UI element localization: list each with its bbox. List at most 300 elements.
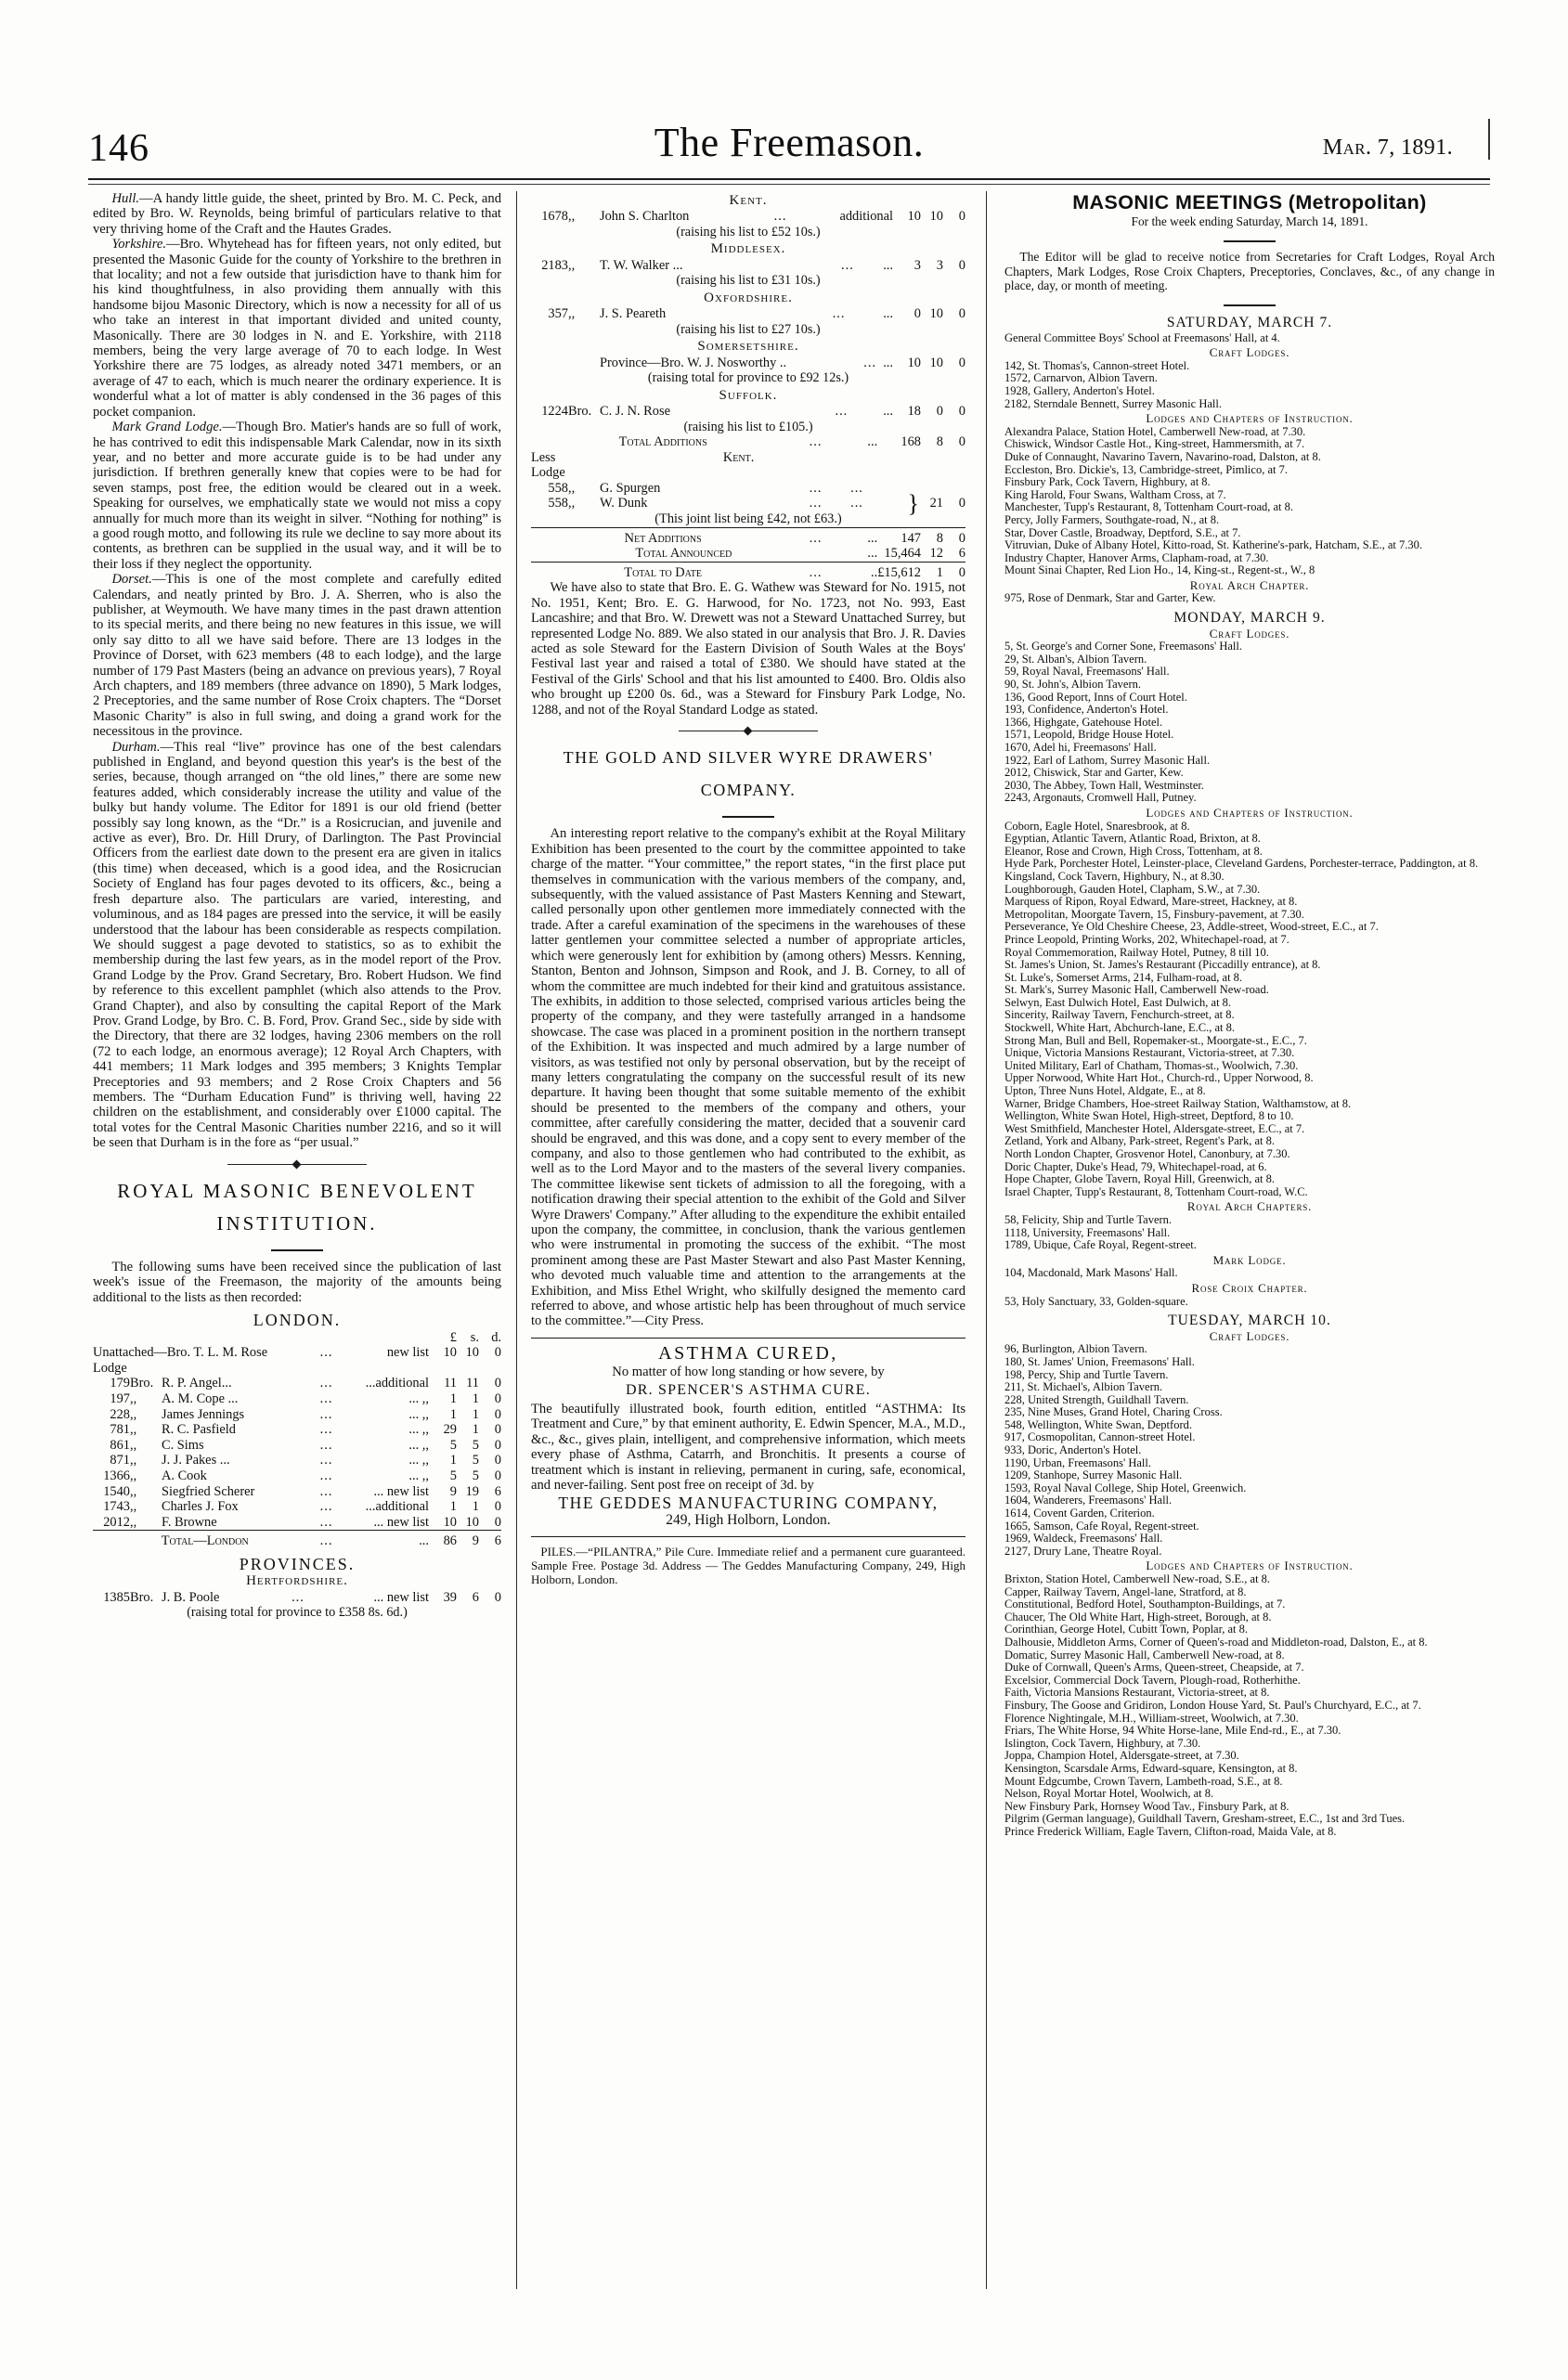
lodge-number: 2183 bbox=[541, 257, 568, 273]
list-item: Alexandra Palace, Station Hotel, Camberwell New-road, at 7.30. bbox=[1004, 424, 1306, 438]
province-heading: Suffolk. bbox=[719, 387, 778, 403]
lodge-label: Lodge bbox=[531, 465, 565, 481]
list-item: Domatic, Surrey Masonic Hall, Camberwell New-road, at 8. bbox=[1004, 1648, 1285, 1662]
hertfordshire-heading: Hertfordshire. bbox=[246, 1573, 348, 1589]
lodge-number: 1366 bbox=[103, 1468, 130, 1483]
less-province: Kent. bbox=[722, 449, 755, 465]
list-item: Percy, Jolly Farmers, Southgate-road, N., at 8. bbox=[1004, 512, 1220, 526]
total-shillings: 9 bbox=[472, 1533, 479, 1549]
review-paragraph: Dorset.—This is one of the most complete and carefully edited Calendars, and neatly printed by Bro. J. A. Sherren, who is also the publisher, at Weymouth. We have many times in the past drawn attention to its special merits, and there being no new features in this issue, we will only say ditto to all we have said before. There are 13 lodges in the Province of Dorset, with 623 members (48 to each lodge), and the large number of 179 Past Masters (being an advance on previous years), 7 Royal Arch chapters, and 189 members (three advance on 1890), 5 Mark lodges, 2 Preceptories, and the same number of Rose Croix chapters. The “Dorset Masonic Charity” is also in full swing, and doing a grand work for the necessitous in the province. bbox=[93, 572, 501, 740]
amount-shillings: 0 bbox=[958, 496, 965, 511]
list-kind: ...additional bbox=[365, 1376, 429, 1391]
bro-marker: ,, bbox=[130, 1437, 137, 1453]
list-item: Prince Leopold, Printing Works, 202, Whitechapel-road, at 7. bbox=[1004, 932, 1289, 946]
total-announced-row bbox=[531, 546, 965, 562]
total-to-date-row bbox=[531, 565, 965, 581]
lodge-number: 1385 bbox=[103, 1589, 130, 1605]
list-item: Eccleston, Bro. Dickie's, 13, Cambridge-street, Pimlico, at 7. bbox=[1004, 462, 1288, 476]
list-item: Dalhousie, Middleton Arms, Corner of Queen's-road and Middleton-road, Dalston, E., at 8. bbox=[1004, 1635, 1428, 1649]
list-item: Prince Frederick William, Eagle Tavern, Clifton-road, Maida Vale, at 8. bbox=[1004, 1824, 1337, 1838]
list-item: St. Luke's, Somerset Arms, 214, Fulham-road, at 8. bbox=[1004, 970, 1243, 984]
dot-leader: ... bbox=[863, 355, 877, 370]
page-edge-mark bbox=[1488, 119, 1490, 160]
subscriber-name: A. M. Cope ... bbox=[162, 1391, 239, 1406]
london-heading: LONDON. bbox=[253, 1311, 342, 1330]
list-item: 142, St. Thomas's, Cannon-street Hotel. bbox=[1004, 358, 1190, 372]
list-item: New Finsbury Park, Hornsey Wood Tav., Finsbury Park, at 8. bbox=[1004, 1799, 1289, 1813]
amount-pence: 6 bbox=[494, 1483, 501, 1499]
meeting-category-heading: Craft Lodges. bbox=[1209, 626, 1290, 640]
meeting-category-heading: Lodges and Chapters of Instruction. bbox=[1146, 411, 1354, 426]
table-row bbox=[93, 1438, 501, 1454]
list-item: North London Chapter, Grosvenor Hotel, Canonbury, at 7.30. bbox=[1004, 1147, 1290, 1160]
editor-notice: The Editor will be glad to receive notice from Secretaries for Craft Lodges, Royal Arch Chapters, Mark Lodges, Rose Croix Chapters, Preceptories, Conclaves, &c., of any change in place, day, or month of meeting. bbox=[1004, 250, 1495, 292]
asthma-ad-product: DR. SPENCER'S ASTHMA CURE. bbox=[626, 1381, 871, 1398]
lodge-number: 197 bbox=[110, 1391, 130, 1406]
list-item: 1789, Ubique, Cafe Royal, Regent-street. bbox=[1004, 1238, 1197, 1252]
meeting-day-heading: MONDAY, MARCH 9. bbox=[1173, 610, 1326, 627]
list-item: Vitruvian, Duke of Albany Hotel, Kitto-road, St. Katherine's-park, Hatcham, S.E., at 7.30. bbox=[1004, 538, 1423, 552]
province-table bbox=[531, 306, 965, 322]
piles-ad: PILES.—“PILANTRA,” Pile Cure. Immediate relief and a permanent cure guaranteed. Sample Free. Postage 3d. Address — The Geddes Manufacturing Company, 249, High Holborn, London. bbox=[531, 1545, 965, 1587]
amount-pounds: 10 bbox=[443, 1514, 457, 1530]
total-to-date-label: Total to Date bbox=[624, 564, 703, 580]
day-preface: General Committee Boys' School at Freemasons' Hall, at 4. bbox=[1004, 330, 1280, 344]
list-item: Upton, Three Nuns Hotel, Aldgate, E., at 8. bbox=[1004, 1084, 1206, 1098]
list-item: Islington, Cock Tavern, Highbury, at 7.30. bbox=[1004, 1736, 1201, 1750]
subscriber-name: R. C. Pasfield bbox=[162, 1422, 236, 1438]
province-table bbox=[531, 258, 965, 274]
list-item: Kingsland, Cock Tavern, Highbury, N., at 8.30. bbox=[1004, 869, 1225, 883]
hertfordshire-table bbox=[93, 1590, 501, 1606]
review-paragraph: Yorkshire.—Bro. Whytehead has for fifteen years, not only edited, but presented the Masonic Guide for the county of Yorkshire to the brethren in that locality; and not a few outside that jurisdiction have to thank him for his kind thoughtfulness, in also providing them annually with this handsome bijou Masonic Directory, which is now a necessity for all of us who take an interest in that important divided and united county, Masonically. There are 30 lodges in N. and E. Yorkshire, with 2118 members, being the very large average of 70 to each lodge. In West Yorkshire there are 75 lodges, as already noted 3471 members, or an average of 47 to each, which is much nearer the ordinary experience. It is wonderful what a lot of matter is ably condensed in the 36 pages of this pocket companion. bbox=[93, 237, 501, 420]
less-note: (This joint list being £42, not £63.) bbox=[654, 511, 842, 526]
dot-leader: ... bbox=[773, 209, 787, 225]
list-item: Duke of Cornwall, Queen's Arms, Queen-street, Cheapside, at 7. bbox=[1004, 1661, 1304, 1675]
province-note: (raising his list to £52 10s.) bbox=[676, 225, 821, 239]
list-item: Hyde Park, Porchester Hotel, Leinster-place, Cleveland Gardens, Porchester-terrace, Paddington, at 8. bbox=[1004, 857, 1479, 871]
meeting-category-heading: Royal Arch Chapters. bbox=[1186, 1199, 1313, 1214]
wyre-heading-line1: THE GOLD AND SILVER WYRE DRAWERS' bbox=[563, 748, 934, 768]
list-kind: ... ,, bbox=[408, 1406, 429, 1422]
bro-marker bbox=[568, 356, 600, 371]
meeting-category-heading: Lodges and Chapters of Instruction. bbox=[1146, 1559, 1354, 1573]
province-table bbox=[531, 404, 965, 420]
list-item: 58, Felicity, Ship and Turtle Tavern. bbox=[1004, 1212, 1173, 1226]
list-item: Star, Dover Castle, Broadway, Deptford, S.E., at 7. bbox=[1004, 525, 1241, 539]
dot-leader-2: ... bbox=[867, 530, 878, 546]
list-item: Selwyn, East Dulwich Hotel, East Dulwich, at 8. bbox=[1004, 995, 1232, 1009]
list-item: 29, St. Alban's, Albion Tavern. bbox=[1004, 652, 1147, 666]
list-item: Egyptian, Atlantic Tavern, Atlantic Road, Brixton, at 8. bbox=[1004, 832, 1261, 846]
amount-pounds: 5 bbox=[449, 1468, 457, 1483]
list-item: Pilgrim (German language), Guildhall Tavern, Gresham-street, E.C., 1st and 3rd Tues. bbox=[1004, 1812, 1406, 1826]
column-one bbox=[93, 191, 501, 2326]
dot-leader-2: ... bbox=[850, 480, 863, 496]
amount-shillings: 5 bbox=[472, 1437, 479, 1453]
list-item: Duke of Connaught, Navarino Tavern, Navarino-road, Dalston, at 8. bbox=[1004, 449, 1321, 463]
lodge-label-row bbox=[93, 1361, 501, 1377]
dot-leader: ... bbox=[319, 1483, 333, 1499]
amount-pence: 0 bbox=[958, 209, 965, 225]
bro-marker: ,, bbox=[130, 1483, 137, 1499]
bro-marker: ,, bbox=[130, 1468, 137, 1483]
meeting-category-heading: Mark Lodge. bbox=[1212, 1252, 1287, 1267]
table-row bbox=[93, 1376, 501, 1391]
subscriber-name: G. Spurgen bbox=[600, 480, 661, 496]
amount-shillings: 0 bbox=[936, 404, 943, 420]
lodge-number: 861 bbox=[110, 1437, 130, 1453]
review-place: Yorkshire. bbox=[111, 237, 166, 252]
list-kind: ...additional bbox=[365, 1499, 429, 1515]
meeting-category-heading: Royal Arch Chapter. bbox=[1189, 577, 1310, 592]
dot-leader: ... bbox=[841, 257, 854, 273]
subscriber-name: A. Cook bbox=[162, 1468, 207, 1483]
review-paragraph: Durham.—This real “live” province has one of the best calendars published in England, and beyond question this year's is the best of the series, because, though arranged on “the old lines,” there are some new features added, which considerably increase the utility and value of the bulky but handy volume. The Editor for 1891 is our old friend (better possibly say long known, as the “Dr.” is a Rosicrucian, and juvenile and active as ever), Bro. Dr. Hill Drury, of Darlington. The Past Provincial Officers from the earliest date down to the present era are given in italics (this time) when deceased, which is a good idea, and the Rosicrucian Society of England has four pages devoted to its officers, &c., being a fresh departure also. The particulars are varied, interesting, and voluminous, and as 184 pages are pressed into the service, it will be easily understood that the labour has been considerable as respects compilation. We should suggest a page devoted to statistics, so as to exhibit the membership during the last few years, as in the model report of the Prov. Grand Lodge by the Prov. Grand Secretary, Bro. Robert Hudson. We find by reference to this excellent pamphlet (which also attends to the Prov. Grand Chapter), and also by consulting the capital Report of the Mark Prov. Grand Lodge, by Bro. C. B. Ford, Prov. Grand Sec., side by side with the Directory, that there are 32 lodges, having 2306 members on the roll (72 to each lodge, an enormous average); 12 Royal Arch Chapters, with 441 members; 11 Mark lodges and 395 members; 3 Knights Templar Preceptories and 93 members; and 2 Rose Croix Chapters and 56 members. The “Durham Education Fund” is thriving well, having 22 children on the establishment, and considerably over £1000 capital. The total votes for the Central Masonic Charities number 2216, and so it will be seen that Durham is in the fore as “per usual.” bbox=[93, 739, 501, 1151]
meeting-category-heading: Lodges and Chapters of Instruction. bbox=[1146, 805, 1354, 820]
pounds-header: £ bbox=[449, 1329, 457, 1345]
list-item: 1209, Stanhope, Surrey Masonic Hall. bbox=[1004, 1468, 1183, 1482]
rmbi-rule bbox=[93, 1240, 501, 1255]
total-additions-label: Total Additions bbox=[618, 434, 707, 450]
list-item: 917, Cosmopolitan, Cannon-street Hotel. bbox=[1004, 1430, 1196, 1444]
list-item: 211, St. Michael's, Albion Tavern. bbox=[1004, 1380, 1163, 1394]
lodge-number: 179 bbox=[110, 1376, 130, 1391]
table-row bbox=[531, 258, 965, 274]
subscriber-name: J. B. Poole bbox=[162, 1589, 220, 1605]
list-item: 104, Macdonald, Mark Masons' Hall. bbox=[1004, 1266, 1178, 1280]
list-kind: ... ,, bbox=[408, 1468, 429, 1483]
net-pounds: 147 bbox=[901, 530, 921, 546]
amount-shillings: 10 bbox=[465, 1345, 479, 1361]
dot-leader: ... bbox=[809, 564, 823, 580]
masthead-rule bbox=[88, 178, 1490, 180]
list-item: St. Mark's, Surrey Masonic Hall, Camberwell New-road. bbox=[1004, 983, 1269, 997]
festival-corrections: We have also to state that Bro. E. G. Wathew was Steward for No. 1915, not No. 1951, Kent; Bro. E. G. Harwood, for No. 1723, not No. 993, East Lancashire; and that Bro. W. Drewett was not a Steward Unattached Surrey, but represented Lodge No. 889. We also stated in our analysis that Bro. J. R. Davies acted as sole Steward for the Eastern Division of South Wales at the Boys' Festival last year and raised a total of £380. We should have stated at the Festival of the Girls' School and that his list amounted to £400. Bro. Oldis also who brought up £200 0s. 6d., was a Steward for Finsbury Park Lodge, No. 1288, and not of the Royal Standard Lodge as stated. bbox=[531, 580, 965, 718]
list-item: Strong Man, Bull and Bell, Ropemaker-st., Moorgate-st., E.C., 7. bbox=[1004, 1033, 1307, 1047]
list-item: 180, St. James' Union, Freemasons' Hall. bbox=[1004, 1354, 1195, 1368]
amount-shillings: 1 bbox=[472, 1499, 479, 1515]
list-item: Unique, Victoria Mansions Restaurant, Victoria-street, at 7.30. bbox=[1004, 1046, 1295, 1060]
lodge-number bbox=[531, 356, 568, 371]
meeting-list bbox=[1004, 1573, 1495, 1838]
meeting-list bbox=[1004, 1214, 1495, 1252]
subscriber-name: W. Dunk bbox=[600, 496, 648, 511]
lodge-number: 781 bbox=[110, 1422, 130, 1438]
lodge-number: 1743 bbox=[103, 1499, 130, 1515]
amount-pounds: 39 bbox=[443, 1589, 457, 1605]
page-number: 146 bbox=[88, 127, 149, 170]
list-item: United Military, Earl of Chatham, Thomas-st., Woolwich, 7.30. bbox=[1004, 1058, 1299, 1072]
lodge-number: 558 bbox=[548, 480, 568, 496]
list-kind: ... ,, bbox=[408, 1391, 429, 1406]
amount-pounds: 10 bbox=[907, 209, 921, 225]
list-item: 90, St. John's, Albion Tavern. bbox=[1004, 678, 1141, 692]
province-heading: Oxfordshire. bbox=[704, 290, 793, 305]
piles-ad-divider bbox=[531, 1536, 965, 1537]
review-paragraph: Mark Grand Lodge.—Though Bro. Matier's hands are so full of work, he has contrived to edit this indispensable Mark Calendar, now in its sixth year, and no better and more accurate guide is to be had under any jurisdiction. If brethren generally knew that copies were to be had for seven stamps, post free, the edition would be cleared out in a week. Speaking for ourselves, we emphatically state we would not miss a copy annually for much more than its weight in silver. “Nothing for nothing” is a good rough motto, and following its rule we decline to say more about its contents, as brethren can be supplied in the usual way, and it will be to their loss if they neglect the opportunity. bbox=[93, 420, 501, 572]
meeting-category-heading: Craft Lodges. bbox=[1209, 345, 1290, 360]
less-note-row bbox=[531, 511, 965, 527]
list-item: 2030, The Abbey, Town Hall, Westminster. bbox=[1004, 778, 1205, 792]
meeting-day-heading: SATURDAY, MARCH 7. bbox=[1166, 315, 1333, 330]
review-place: Dorset. bbox=[111, 572, 152, 588]
dot-leader: ... bbox=[832, 306, 846, 322]
amount-pence: 0 bbox=[494, 1514, 501, 1530]
table-row bbox=[531, 209, 965, 225]
totals-table bbox=[531, 434, 965, 580]
list-item: 1572, Carnarvon, Albion Tavern. bbox=[1004, 371, 1158, 385]
list-item: Brixton, Station Hotel, Camberwell New-road, S.E., at 8. bbox=[1004, 1572, 1271, 1585]
list-item: 975, Rose of Denmark, Star and Garter, Kew. bbox=[1004, 591, 1216, 605]
meeting-list bbox=[1004, 1267, 1495, 1280]
bro-marker: ,, bbox=[130, 1406, 137, 1422]
meeting-list bbox=[1004, 426, 1495, 577]
total-row bbox=[93, 1533, 501, 1549]
dot-leader: ... bbox=[319, 1514, 333, 1530]
dot-leader-2: .. bbox=[871, 564, 878, 580]
subscriber-name: F. Browne bbox=[162, 1514, 217, 1530]
amount-pence: 0 bbox=[494, 1422, 501, 1438]
london-subscriptions-table bbox=[93, 1330, 501, 1549]
grand-total-pounds: £15,612 bbox=[877, 564, 921, 580]
table-row bbox=[93, 1484, 501, 1500]
table-row bbox=[93, 1468, 501, 1484]
table-row bbox=[531, 404, 965, 420]
amount-pence: 0 bbox=[958, 404, 965, 420]
dot-leader: ... bbox=[319, 1468, 333, 1483]
province-heading: Kent. bbox=[729, 193, 768, 208]
total-pounds: 168 bbox=[901, 434, 921, 450]
dot-leader: ... bbox=[867, 546, 878, 562]
list-item: Eleanor, Rose and Crown, High Cross, Tottenham, at 8. bbox=[1004, 844, 1263, 858]
dot-leader: ... bbox=[319, 1453, 333, 1468]
list-item: Kensington, Scarsdale Arms, Edward-square, Kensington, at 8. bbox=[1004, 1761, 1298, 1775]
amount-pounds: 21 bbox=[929, 496, 943, 511]
table-row bbox=[93, 1515, 501, 1531]
bro-marker: ,, bbox=[568, 209, 576, 225]
list-item: 198, Percy, Ship and Turtle Tavern. bbox=[1004, 1367, 1169, 1381]
amount-shillings: 10 bbox=[929, 355, 943, 370]
list-item: 1928, Gallery, Anderton's Hotel. bbox=[1004, 383, 1155, 397]
amount-shillings: 1 bbox=[472, 1391, 479, 1406]
meeting-list bbox=[1004, 1343, 1495, 1558]
list-item: Chaucer, The Old White Hart, High-street, Borough, at 8. bbox=[1004, 1610, 1272, 1623]
list-item: Mount Edgcumbe, Crown Tavern, Lambeth-road, S.E., at 8. bbox=[1004, 1774, 1283, 1788]
rmbi-heading-line1: ROYAL MASONIC BENEVOLENT bbox=[117, 1179, 477, 1202]
grand-total-shillings: 1 bbox=[936, 564, 943, 580]
amount-pence: 0 bbox=[958, 306, 965, 322]
list-item: 96, Burlington, Albion Tavern. bbox=[1004, 1342, 1147, 1356]
table-row bbox=[531, 481, 965, 497]
meeting-list bbox=[1004, 1296, 1495, 1309]
amount-pounds: 1 bbox=[449, 1453, 457, 1468]
list-item: St. James's Union, St. James's Restaurant (Piccadilly entrance), at 8. bbox=[1004, 958, 1321, 972]
list-item: 228, United Strength, Guildhall Tavern. bbox=[1004, 1392, 1189, 1406]
net-additions-label: Net Additions bbox=[624, 530, 702, 546]
list-item: Hope Chapter, Globe Tavern, Royal Hill, Greenwich, at 8. bbox=[1004, 1172, 1276, 1186]
list-item: Constitutional, Bedford Hotel, Southampton-Buildings, at 7. bbox=[1004, 1597, 1286, 1611]
province-note: (raising total for province to £92 12s.) bbox=[647, 370, 849, 386]
list-item: 933, Doric, Anderton's Hotel. bbox=[1004, 1443, 1142, 1457]
bro-marker: ,, bbox=[130, 1453, 137, 1468]
list-item: Zetland, York and Albany, Park-street, Regent's Park, at 8. bbox=[1004, 1134, 1275, 1148]
meeting-list bbox=[1004, 640, 1495, 805]
shillings-header: s. bbox=[470, 1329, 479, 1345]
amount-shillings: 10 bbox=[929, 306, 943, 322]
net-shillings: 8 bbox=[936, 530, 943, 546]
total-pounds: 86 bbox=[443, 1533, 457, 1549]
bro-marker: ,, bbox=[130, 1499, 137, 1515]
amount-pounds: 10 bbox=[443, 1345, 457, 1361]
list-item: 2243, Argonauts, Cromwell Hall, Putney. bbox=[1004, 791, 1197, 805]
subscriber-name: C. Sims bbox=[162, 1437, 204, 1453]
list-item: Manchester, Tupp's Restaurant, 8, Tottenham Court-road, at 8. bbox=[1004, 500, 1294, 514]
dot-leader: ... bbox=[809, 480, 823, 496]
subscriber-name: Charles J. Fox bbox=[162, 1499, 239, 1515]
province-note: (raising his list to £105.) bbox=[683, 419, 813, 434]
amount-pence: 0 bbox=[958, 257, 965, 273]
list-kind: ... bbox=[883, 257, 893, 273]
list-kind: new list bbox=[386, 1345, 429, 1361]
list-item: Royal Commemoration, Railway Hotel, Putney, 8 till 10. bbox=[1004, 945, 1269, 959]
list-kind: ... bbox=[883, 355, 893, 370]
advert-divider bbox=[531, 1338, 965, 1339]
list-item: 1593, Royal Naval College, Ship Hotel, Greenwich. bbox=[1004, 1481, 1247, 1494]
list-item: 193, Confidence, Anderton's Hotel. bbox=[1004, 703, 1169, 717]
list-item: King Harold, Four Swans, Waltham Cross, at 7. bbox=[1004, 487, 1226, 501]
bro-marker: ,, bbox=[568, 257, 576, 273]
list-item: Finsbury Park, Cock Tavern, Highbury, at 8. bbox=[1004, 475, 1211, 489]
lodge-number: 228 bbox=[110, 1406, 130, 1422]
amount-pounds: 1 bbox=[449, 1499, 457, 1515]
list-item: Friars, The White Horse, 94 White Horse-lane, Mile End-rd., E., at 7.30. bbox=[1004, 1724, 1341, 1738]
table-row bbox=[93, 1345, 501, 1361]
list-item: Warner, Bridge Chambers, Hoe-street Railway Station, Walthamstow, at 8. bbox=[1004, 1096, 1352, 1110]
review-paragraph: Hull.—A handy little guide, the sheet, printed by Bro. M. C. Peck, and edited by Bro. W. Reynolds, being brimful of particulars relative to that very thriving home of the Craft and the Hautes Grades. bbox=[93, 191, 501, 237]
subscriber-name: John S. Charlton bbox=[600, 209, 690, 225]
masonic-meetings-week: For the week ending Saturday, March 14, 1891. bbox=[1131, 214, 1368, 228]
lodge-label: Lodge bbox=[93, 1360, 127, 1376]
list-item: 1665, Samson, Cafe Royal, Regent-street. bbox=[1004, 1519, 1199, 1533]
amount-pounds: 18 bbox=[907, 404, 921, 420]
list-item: 1571, Leopold, Bridge House Hotel. bbox=[1004, 728, 1174, 742]
dot-leader: ... bbox=[319, 1533, 333, 1549]
lodge-number: 2012 bbox=[103, 1514, 130, 1530]
province-note: (raising his list to £27 10s.) bbox=[676, 321, 821, 337]
list-item: Mount Sinai Chapter, Red Lion Ho., 14, King-st., Regent-st., W., 8 bbox=[1004, 563, 1315, 577]
bro-marker: ,, bbox=[130, 1422, 137, 1438]
meeting-category-heading: Craft Lodges. bbox=[1209, 1328, 1290, 1343]
amount-shillings: 5 bbox=[472, 1453, 479, 1468]
list-item: 1969, Waldeck, Freemasons' Hall. bbox=[1004, 1532, 1163, 1546]
amount-pence: 0 bbox=[494, 1468, 501, 1483]
column-divider-2 bbox=[986, 191, 987, 2289]
subscriber-name: James Jennings bbox=[162, 1406, 245, 1422]
bro-marker: ,, bbox=[130, 1391, 137, 1406]
bro-marker: Bro. bbox=[130, 1376, 154, 1391]
issue-date: Mar. 7, 1891. bbox=[1322, 136, 1453, 160]
wyre-body: An interesting report relative to the company's exhibit at the Royal Military Exhibition has been presented to the court by the committee appointed to take charge of the matter. “Your committee,” the report states, “in the first place put themselves in communication with the various members of the company, and, subsequently, with the valued assistance of Past Masters Kenning and Stewart, called personally upon other gentlemen more immediately connected with the trade. After a careful examination of the specimens in the warehouses of these latter gentlemen your committee selected a number of appropriate articles, which were generously lent for exhibition by (among others) Messrs. Kenning, Stanton, Benton and Johnson, Simpson and Rook, and J. B. Corney, to all of whom the committee are much indebted for their kind and gratuitous assistance. The exhibits, in addition to those selected, comprised various articles being the property of the company, and they were tastefully arranged in a handsome showcase. The case was placed in a prominent position in the northern transept of the Exhibition. It was inspected and much admired by a large number of visitors, as was testified not only by personal observation, but by the receipt of many letters congratulating the company on the successful result of its new departure. It having been thought that some suitable memento of the exhibit should be presented to the members of the company and others, your committee, after carefully considering the matter, decided that a souvenir card should be engraved, and this was done, and a copy sent to every member of the company, and also to those gentlemen who had contributed to the exhibit, as well as to the Lord Mayor and to the masters of the several livery companies. The committee likewise sent tickets of admission to all the foregoing, with a notification drawing their special attention to the exhibit of the Gold and Silver Wyre Drawers' Company.” After alluding to the expenditure the exhibit entailed upon the company, the committee, in conclusion, thank the various gentlemen who were instrumental in promoting the success of the exhibit. “The most prominent among these are Past Master Stewart and also Past Master Kenning, who devoted much valuable time and attention to the arrangements at the Exhibition, and Miss Ethel Wright, who skilfully designed the memento card referred to above, and whose artistic help has been throughout of much service to the committee.”—City Press. bbox=[531, 826, 965, 1329]
list-item: Israel Chapter, Tupp's Restaurant, 8, Tottenham Court-road, W.C. bbox=[1004, 1184, 1308, 1198]
bro-marker: ,, bbox=[130, 1514, 137, 1530]
lodge-number: 871 bbox=[110, 1453, 130, 1468]
review-place: Hull. bbox=[111, 191, 140, 206]
total-label: Total—London bbox=[161, 1533, 249, 1549]
asthma-ad-address: 249, High Holborn, London. bbox=[666, 1511, 831, 1528]
amount-shillings: 1 bbox=[472, 1406, 479, 1422]
amount-pence: 0 bbox=[494, 1453, 501, 1468]
amount-pence: 0 bbox=[494, 1499, 501, 1515]
province-note: (raising his list to £31 10s.) bbox=[676, 273, 821, 289]
total-pence: 0 bbox=[958, 434, 965, 450]
list-item: Corinthian, George Hotel, Cubitt Town, Poplar, at 8. bbox=[1004, 1623, 1249, 1636]
dot-leader: ... bbox=[319, 1376, 333, 1391]
list-kind: ... ,, bbox=[408, 1437, 429, 1453]
column-divider-1 bbox=[516, 191, 517, 2289]
lodge-number: 1678 bbox=[541, 209, 568, 225]
list-item: Industry Chapter, Hanover Arms, Clapham-road, at 7.30. bbox=[1004, 550, 1269, 564]
list-item: Metropolitan, Moorgate Tavern, 15, Finsbury-pavement, at 7.30. bbox=[1004, 907, 1304, 921]
amount-pounds: 5 bbox=[449, 1437, 457, 1453]
amount-shillings: 5 bbox=[472, 1468, 479, 1483]
dot-leader: ... bbox=[319, 1406, 333, 1422]
table-row bbox=[531, 356, 965, 371]
list-item: Capper, Railway Tavern, Angel-lane, Stratford, at 8. bbox=[1004, 1585, 1247, 1598]
column-three bbox=[1004, 191, 1495, 2326]
list-item: Loughborough, Gauden Hotel, Clapham, S.W., at 7.30. bbox=[1004, 882, 1261, 896]
dot-leader: ... bbox=[835, 404, 849, 420]
province-table bbox=[531, 209, 965, 225]
announced-pounds: 15,464 bbox=[884, 546, 921, 562]
amount-shillings: 11 bbox=[466, 1376, 479, 1391]
meetings-rule-1 bbox=[1004, 233, 1495, 246]
list-item: 1922, Earl of Lathom, Surrey Masonic Hall. bbox=[1004, 753, 1211, 767]
meeting-list bbox=[1004, 360, 1495, 410]
wyre-rule bbox=[531, 807, 965, 821]
list-item: Joppa, Champion Hotel, Aldersgate-street, at 7.30. bbox=[1004, 1749, 1239, 1763]
amount-pence: 0 bbox=[494, 1345, 501, 1361]
table-row bbox=[93, 1590, 501, 1606]
section-divider-diamond bbox=[93, 1159, 501, 1171]
subscriber-name: R. P. Angel... bbox=[162, 1376, 232, 1391]
dot-leader: ... bbox=[319, 1345, 333, 1361]
dot-leader: ... bbox=[319, 1391, 333, 1406]
list-item: Marquess of Ripon, Royal Edward, Mare-street, Hackney, at 8. bbox=[1004, 895, 1298, 909]
list-item: 2127, Drury Lane, Theatre Royal. bbox=[1004, 1544, 1162, 1558]
dot-leader: ... bbox=[292, 1589, 305, 1605]
list-item: Coborn, Eagle Hotel, Snaresbrook, at 8. bbox=[1004, 819, 1190, 833]
list-item: 1118, University, Freemasons' Hall. bbox=[1004, 1225, 1171, 1239]
amount-pounds: 0 bbox=[914, 306, 921, 322]
meeting-day-heading: TUESDAY, MARCH 10. bbox=[1168, 1313, 1331, 1329]
subscriber-name: Siegfried Scherer bbox=[162, 1483, 255, 1499]
list-kind: ... new list bbox=[373, 1483, 429, 1499]
list-item: Florence Nightingale, M.H., William-street, Woolwich, at 7.30. bbox=[1004, 1711, 1299, 1725]
amount-pounds: 9 bbox=[449, 1483, 457, 1499]
dot-leader-2: ... bbox=[867, 434, 878, 450]
table-row bbox=[93, 1407, 501, 1423]
total-announced-label: Total Announced bbox=[635, 546, 732, 562]
dot-leader: ... bbox=[319, 1499, 333, 1515]
amount-shillings: 19 bbox=[465, 1483, 479, 1499]
list-kind: additional bbox=[839, 209, 893, 225]
dot-leader: ... bbox=[809, 530, 823, 546]
table-row bbox=[93, 1391, 501, 1407]
list-item: Sincerity, Railway Tavern, Fenchurch-street, at 8. bbox=[1004, 1008, 1235, 1022]
asthma-ad-body: The beautifully illustrated book, fourth edition, entitled “ASTHMA: Its Treatment and Cure,” by that eminent authority, E. Edwin Spencer, M.A., M.D., &c., &c., gives plain, intelligent, and comprehensive information, which meets every phase of Asthma, Catarrh, and Bronchitis. It presents a course of treatment which is instant in relieving, permanent in curing, safe, economical, and never-failing. Sent post free on receipt of 3d. by bbox=[531, 1402, 965, 1494]
list-item: 53, Holy Sanctuary, 33, Golden-square. bbox=[1004, 1294, 1188, 1308]
